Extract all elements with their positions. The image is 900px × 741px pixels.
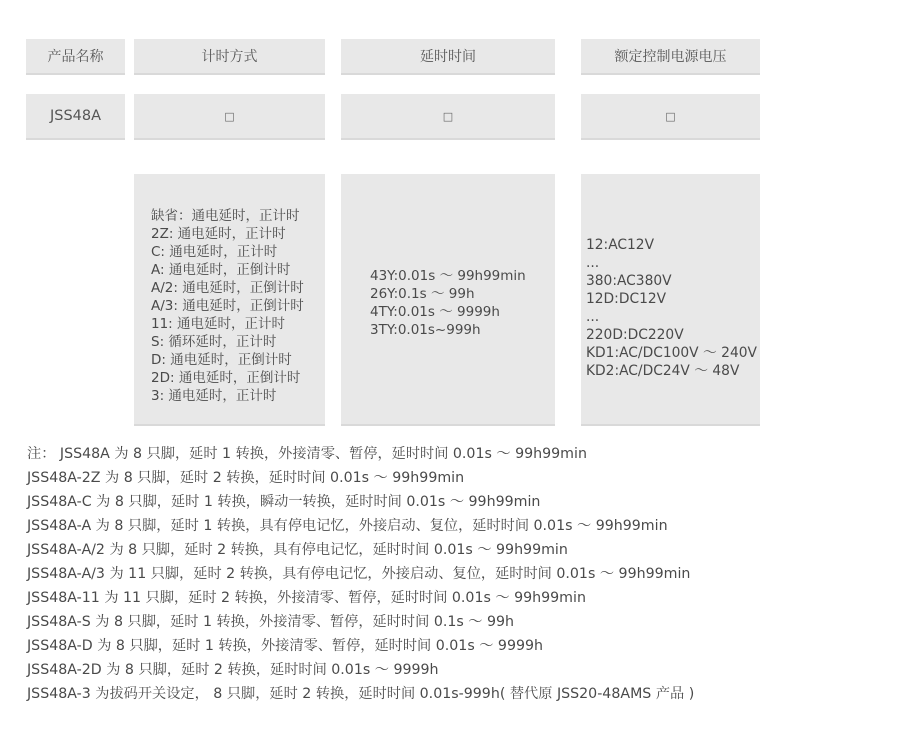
delay-time-item: 4TY:0.01s ～ 9999h [370,304,500,320]
delay-time-item: 43Y:0.01s ～ 99h99min [370,268,526,284]
timing-mode-item: 2D: 通电延时，正倒计时 [151,369,301,386]
voltage-item: 220D:DC220V [586,327,684,343]
timing-mode-item: 2Z: 通电延时，正计时 [151,225,286,242]
model-notes [27,442,694,706]
timing-mode-item: A/2: 通电延时，正倒计时 [151,279,304,296]
note-line: JSS48A-D 为 8 只脚，延时 1 转换，外接清零、暂停，延时时间 0.01s ～ 9999h [27,638,544,654]
voltage-item: 12:AC12V [586,237,655,253]
timing-mode-item: 11: 通电延时，正计时 [151,315,286,332]
note-line: JSS48A-A 为 8 只脚，延时 1 转换，具有停电记忆，外接启动、复位，延时时间 0.01s ～ 99h99min [27,518,668,534]
note-line: JSS48A-11 为 11 只脚，延时 2 转换，外接清零、暂停，延时时间 0.01s ～ 99h99min [27,590,586,606]
model-name: JSS48A [26,94,125,140]
note-line: JSS48A-A/2 为 8 只脚，延时 2 转换，具有停电记忆，延时时间 0.01s ～ 99h99min [27,542,568,558]
voltage-item: 12D:DC12V [586,291,667,307]
note-line: JSS48A-C 为 8 只脚，延时 1 转换，瞬动一转换，延时时间 0.01s ～ 99h99min [27,494,541,510]
voltage-list [581,174,760,426]
timing-mode-item: A: 通电延时，正倒计时 [151,261,291,278]
delay-time-item: 26Y:0.1s ～ 99h [370,286,475,302]
header-delay-time: 延时时间 [341,39,555,75]
voltage-item: KD1:AC/DC100V ～ 240V [586,345,757,361]
note-line: JSS48A-A/3 为 11 只脚，延时 2 转换，具有停电记忆，外接启动、复位，延时时间 0.01s ～ 99h99min [27,566,691,582]
timing-mode-placeholder: □ [134,94,325,140]
note-line: JSS48A-2D 为 8 只脚，延时 2 转换，延时时间 0.01s ～ 9999h [27,662,439,678]
header-rated-voltage: 额定控制电源电压 [581,39,760,75]
timing-mode-item: C: 通电延时，正计时 [151,243,278,260]
note-line: JSS48A-S 为 8 只脚，延时 1 转换，外接清零、暂停，延时时间 0.1s ～ 99h [27,614,515,630]
note-line: 注： JSS48A 为 8 只脚，延时 1 转换，外接清零、暂停，延时时间 0.01s ～ 99h99min [27,446,587,462]
voltage-item: ... [586,255,600,271]
header-product-name: 产品名称 [26,39,125,75]
voltage-placeholder: □ [581,94,760,140]
voltage-item: 380:AC380V [586,273,672,289]
timing-mode-list [134,174,325,426]
voltage-item: KD2:AC/DC24V ～ 48V [586,363,740,379]
timing-mode-item: 3: 通电延时，正计时 [151,387,277,404]
delay-time-list [341,174,555,426]
timing-mode-item: D: 通电延时，正倒计时 [151,351,292,368]
delay-time-item: 3TY:0.01s~999h [370,322,481,338]
delay-time-placeholder: □ [341,94,555,140]
timing-mode-item: A/3: 通电延时，正倒计时 [151,297,304,314]
note-line: JSS48A-2Z 为 8 只脚，延时 2 转换，延时时间 0.01s ～ 99h99min [27,470,465,486]
note-line: JSS48A-3 为拔码开关设定， 8 只脚，延时 2 转换，延时时间 0.01s-999h( 替代原 JSS20-48AMS 产品 ) [27,686,695,702]
timing-mode-item: S: 循环延时，正计时 [151,333,277,350]
timing-mode-item: 缺省：通电延时，正计时 [151,207,300,224]
voltage-item: ... [586,309,600,325]
header-timing-mode: 计时方式 [134,39,325,75]
